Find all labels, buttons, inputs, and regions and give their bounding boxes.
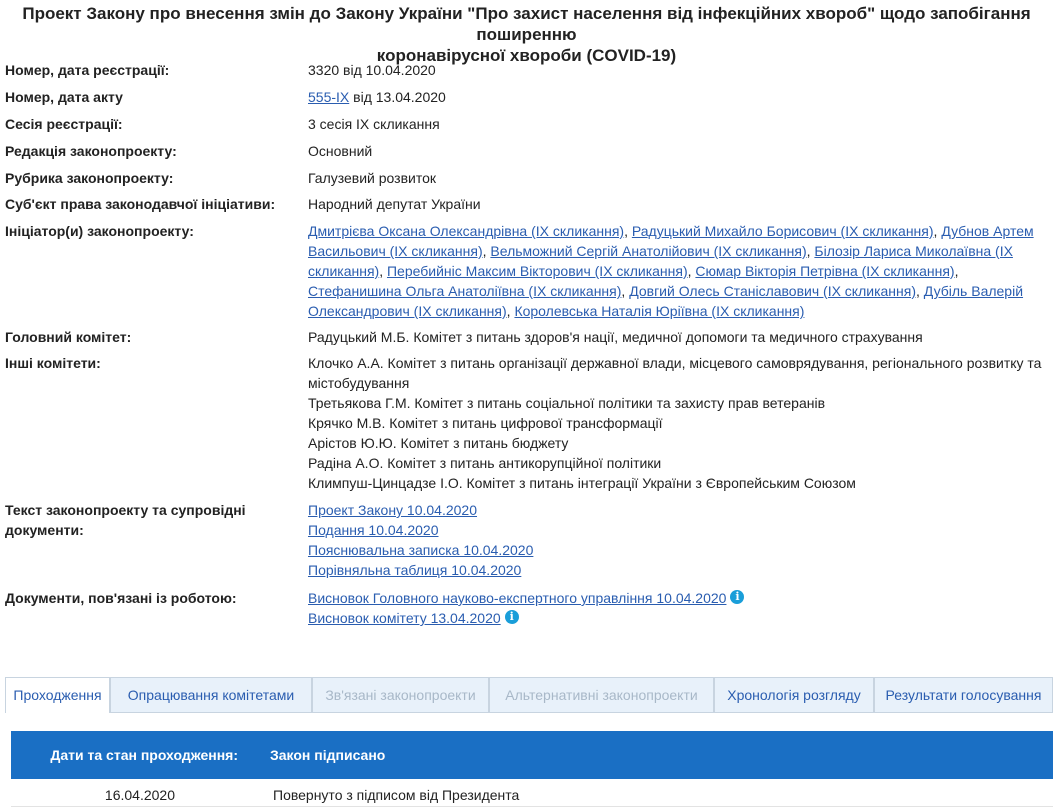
- page-title: [0, 3, 1053, 66]
- edition-row: [5, 141, 1050, 168]
- info-icon[interactable]: i: [505, 610, 519, 624]
- initiator-link[interactable]: Білозір Лариса Миколаївна (IX скликання): [308, 243, 1013, 279]
- initiator-link[interactable]: Дубнов Артем Васильович (IX скликання): [308, 223, 1034, 259]
- subject-label: Суб'єкт права законодавчої ініціативи:: [5, 196, 276, 212]
- history-date: 16.04.2020: [104, 787, 175, 803]
- page-title-line-2: коронавірусної хвороби (COVID-19): [376, 46, 677, 65]
- related-row: [5, 588, 1050, 628]
- tab-voting-results[interactable]: Результати голосування: [874, 677, 1053, 712]
- texts-label-line-1: Текст законопроекту та супровідні: [5, 502, 246, 518]
- history-header-label: Дати та стан проходження:: [50, 747, 238, 763]
- act-date: від 13.04.2020: [349, 89, 446, 105]
- initiator-link[interactable]: Довгий Олесь Станіславович (IX скликання): [629, 283, 917, 299]
- document-link[interactable]: Подання 10.04.2020: [308, 522, 439, 538]
- committee-item: Клочко А.А. Комітет з питань організації державної влади, місцевого самоврядування, регіонального розвитку та містобудування: [308, 355, 1042, 391]
- initiator-link[interactable]: Королевська Наталія Юріївна (IX скликання): [514, 303, 805, 319]
- tab-chronology[interactable]: Хронологія розгляду: [714, 677, 874, 712]
- document-link[interactable]: Проект Закону 10.04.2020: [308, 502, 478, 518]
- rubric-row: [5, 168, 1050, 194]
- main-committee-label: Головний комітет:: [5, 329, 132, 345]
- tab-progress[interactable]: Проходження: [5, 677, 110, 713]
- other-committees-list: [308, 353, 1043, 500]
- document-link[interactable]: Пояснювальна записка 10.04.2020: [308, 542, 534, 558]
- main-committee-row: [5, 327, 1050, 353]
- initiators-label: Ініціатор(и) законопроекту:: [5, 223, 194, 239]
- act-row: [5, 87, 1050, 114]
- history-text: Повернуто з підписом від Президента: [273, 787, 520, 803]
- texts-list: [308, 500, 1043, 588]
- initiator-link[interactable]: Дубіль Валерій Олександрович (IX скликання): [308, 283, 1024, 319]
- committee-item: Третьякова Г.М. Комітет з питань соціальної політики та захисту прав ветеранів: [308, 395, 826, 411]
- committee-item: Арістов Ю.Ю. Комітет з питань бюджету: [308, 435, 569, 451]
- session-label: Сесія реєстрації:: [5, 116, 123, 132]
- page-title-line-1: Проект Закону про внесення змін до Закону України "Про захист населення від інфекційних хвороб" щодо запобігання поширенню: [22, 4, 1031, 44]
- session-row: [5, 114, 1050, 141]
- related-list: [308, 588, 1043, 628]
- info-icon[interactable]: i: [730, 590, 744, 604]
- history-header: [11, 731, 1053, 779]
- texts-label-line-2: документи:: [5, 522, 84, 538]
- committee-item: Радіна А.О. Комітет з питань антикорупційної політики: [308, 455, 662, 471]
- table-row: [11, 784, 1053, 807]
- initiators-list: Дмитрієва Оксана Олександрівна (IX скликання), Радуцький Михайло Борисович (IX скликання), Дубнов Артем Васильович (IX скликання), Вельможний Сергій Анатолійович (IX скликання), Білозір Лариса Миколаївна (IX скликання), Перебийніс Максим Вікторович (IX скликання), Сюмар Вікторія Петрівна (IX скликання), Стефанишина Ольга Анатоліївна (IX скликання), Довгий Олесь Станіславович (IX скликання), Дубіль Валерій Олександрович (IX скликання), Королевська Наталія Юріївна (IX скликання): [308, 223, 1034, 319]
- related-label: Документи, пов'язані із роботою:: [5, 590, 237, 606]
- subject-row: [5, 194, 1050, 221]
- history-header-status: Закон підписано: [270, 747, 386, 763]
- main-committee-value: Радуцький М.Б. Комітет з питань здоров'я нації, медичної допомоги та медичного страхування: [308, 329, 923, 345]
- related-document-link[interactable]: Висновок комітету 13.04.2020: [308, 610, 501, 626]
- act-number-link[interactable]: 555-IX: [308, 89, 350, 105]
- other-committees-row: [5, 353, 1050, 500]
- tab-linked-bills: Зв'язані законопроекти: [312, 677, 489, 712]
- registration-row: [5, 60, 1050, 87]
- subject-value: Народний депутат України: [308, 196, 481, 212]
- related-document-link[interactable]: Висновок Головного науково-експертного управління 10.04.2020: [308, 590, 727, 606]
- initiator-link[interactable]: Стефанишина Ольга Анатоліївна (IX скликання): [308, 283, 622, 299]
- initiator-link[interactable]: Дмитрієва Оксана Олександрівна (IX скликання): [308, 223, 625, 239]
- initiator-link[interactable]: Радуцький Михайло Борисович (IX скликання): [631, 223, 934, 239]
- initiator-link[interactable]: Сюмар Вікторія Петрівна (IX скликання): [695, 263, 955, 279]
- rubric-label: Рубрика законопроекту:: [5, 170, 174, 186]
- initiators-row: [5, 221, 1050, 327]
- committee-item: Климпуш-Цинцадзе І.О. Комітет з питань інтеграції України з Європейським Союзом: [308, 475, 856, 491]
- registration-value: 3320 від 10.04.2020: [308, 62, 436, 78]
- document-link[interactable]: Порівняльна таблиця 10.04.2020: [308, 562, 522, 578]
- session-value: 3 сесія IX скликання: [308, 116, 440, 132]
- edition-label: Редакція законопроекту:: [5, 143, 177, 159]
- initiator-link[interactable]: Вельможний Сергій Анатолійович (IX скликання): [490, 243, 807, 259]
- tab-alternative-bills: Альтернативні законопроекти: [489, 677, 714, 712]
- registration-label: Номер, дата реєстрації:: [5, 62, 170, 78]
- act-label: Номер, дата акту: [5, 89, 123, 105]
- committee-item: Крячко М.В. Комітет з питань цифрової трансформації: [308, 415, 663, 431]
- other-committees-label: Інші комітети:: [5, 355, 101, 371]
- rubric-value: Галузевий розвиток: [308, 170, 437, 186]
- texts-label: [5, 500, 308, 588]
- edition-value: Основний: [308, 143, 373, 159]
- texts-row: [5, 500, 1050, 588]
- initiator-link[interactable]: Перебийніс Максим Вікторович (IX скликання): [386, 263, 688, 279]
- tab-committee-processing[interactable]: Опрацювання комітетами: [110, 677, 312, 712]
- bill-info: [5, 60, 1050, 628]
- tab-bar: [5, 677, 1053, 713]
